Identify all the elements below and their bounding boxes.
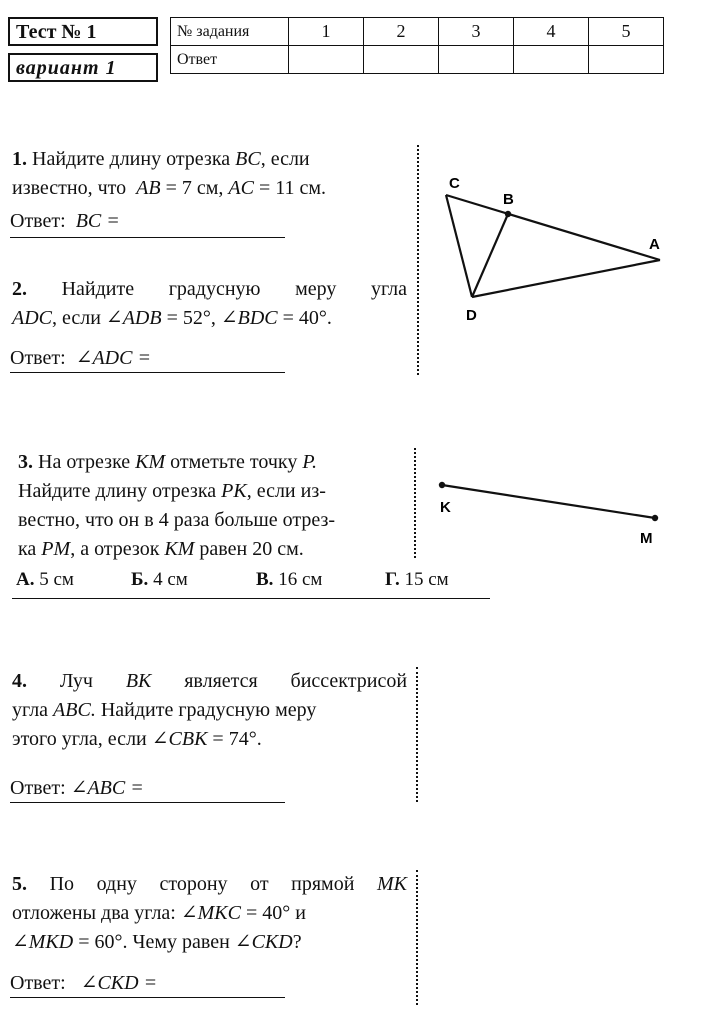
task-5-var: MKC [197, 902, 241, 924]
task-1-text: , если [260, 148, 310, 170]
task-number-header: № задания [171, 18, 289, 46]
test-title: Тест № 1 [16, 21, 97, 43]
task-4-text: этого угла, если ∠ [12, 728, 169, 750]
choice-text: 5 см [39, 569, 74, 590]
task-3-text: равен 20 см. [199, 538, 304, 560]
task-number-5: 5 [589, 18, 664, 46]
answer-row-header: Ответ [171, 46, 289, 74]
task-3-text: , а отрезок [70, 538, 160, 560]
task-3-var: PK [221, 480, 247, 502]
point-m-label: M [640, 530, 653, 547]
task-5-text: = 40° и [245, 902, 306, 924]
choice-letter: В. [256, 569, 274, 590]
task-number-3: 3 [439, 18, 514, 46]
choice-letter: А. [16, 569, 35, 590]
task-2-text: = 52°, ∠ [166, 307, 238, 329]
task-5-text: По одну сторону от прямой [49, 873, 355, 895]
point-m-dot [652, 515, 658, 521]
task-2-text: = 40°. [282, 307, 332, 329]
segment-dc [446, 195, 472, 297]
task-4-var: CBK [168, 728, 208, 750]
segment-km [442, 485, 655, 518]
answer-var: BC = [75, 210, 120, 232]
choice-text: 15 см [404, 569, 449, 590]
task-3-text: , если из- [246, 480, 326, 502]
point-k-label: K [440, 499, 451, 516]
choice-text: 16 см [278, 569, 323, 590]
task-number-2: 2 [364, 18, 439, 46]
task-4-text: = 74°. [212, 728, 262, 750]
point-d-label: D [466, 307, 477, 324]
point-k-dot [439, 482, 445, 488]
answer-var: ∠ADC = [75, 347, 151, 369]
task-3-number: 3. [18, 451, 33, 473]
answer-label: Ответ: [10, 347, 66, 369]
segment-ad [472, 260, 660, 297]
task-1-var: AC [228, 177, 254, 199]
task-4-text: Найдите градусную меру [100, 699, 317, 721]
choice-text: 4 см [153, 569, 188, 590]
task-5-var: MK [377, 873, 407, 895]
task-2-number: 2. [12, 278, 27, 300]
task-number-1: 1 [289, 18, 364, 46]
task-4-var: ABC. [53, 699, 96, 721]
answer-var: ∠CKD = [80, 972, 158, 994]
task-5-var: CKD [251, 931, 293, 953]
task-4-text: Луч [59, 670, 93, 692]
answer-label: Ответ: [10, 777, 66, 799]
task-2-text: Найдите градусную меру угла [61, 278, 407, 300]
task-1-var: AB [136, 177, 161, 199]
task-3-text: На отрезке [38, 451, 131, 473]
task-1-text: = 11 см. [258, 177, 327, 199]
task-2-var: BDC [237, 307, 278, 329]
task-1-text: Найдите длину отрезка [32, 148, 231, 170]
task-3-var: PM [41, 538, 71, 560]
task-3-var: P. [302, 451, 317, 473]
answer-label: Ответ: [10, 972, 66, 994]
task-3-text: Найдите длину отрезка [18, 480, 217, 502]
task-5-var: MKD [28, 931, 74, 953]
task-5-text: = 60°. Чему равен ∠ [78, 931, 252, 953]
segment-db [472, 214, 508, 297]
choice-letter: Б. [131, 569, 149, 590]
answer-label: Ответ: [10, 210, 66, 232]
task-3-text: отметьте точку [170, 451, 298, 473]
task-number-4: 4 [514, 18, 589, 46]
point-b-label: B [503, 191, 514, 208]
task-4-number: 4. [12, 670, 27, 692]
task-5-text: ? [292, 931, 302, 953]
task-4-text: угла [12, 699, 49, 721]
choice-letter: Г. [385, 569, 400, 590]
task-3-text: вестно, что он в 4 раза больше отрез- [18, 509, 336, 531]
task-5-text: отложены два угла: ∠ [12, 902, 198, 924]
task-3-var: KM [164, 538, 195, 560]
triangle-figure [446, 195, 660, 297]
task-2-text: , если ∠ [52, 307, 123, 329]
task-1-number: 1. [12, 148, 27, 170]
task-3-text: ка [18, 538, 37, 560]
task-5-number: 5. [12, 873, 27, 895]
task-4-var: BK [125, 670, 152, 692]
task-3-var: KM [135, 451, 166, 473]
point-b-dot [505, 211, 511, 217]
task-2-var: ADC [12, 307, 52, 329]
task-1-text: известно, что [12, 177, 127, 199]
task-4-text: является биссектрисой [184, 670, 408, 692]
answer-var: ∠ABC = [70, 777, 144, 799]
task-2-var: ADB [122, 307, 162, 329]
variant-label: вариант 1 [16, 57, 117, 79]
task-1-var: BC [235, 148, 261, 170]
point-a-label: A [649, 236, 660, 253]
point-c-label: C [449, 175, 460, 192]
task-1-text: = 7 см, [165, 177, 224, 199]
segment-ca [446, 195, 660, 260]
task-5-text: ∠ [12, 931, 29, 953]
